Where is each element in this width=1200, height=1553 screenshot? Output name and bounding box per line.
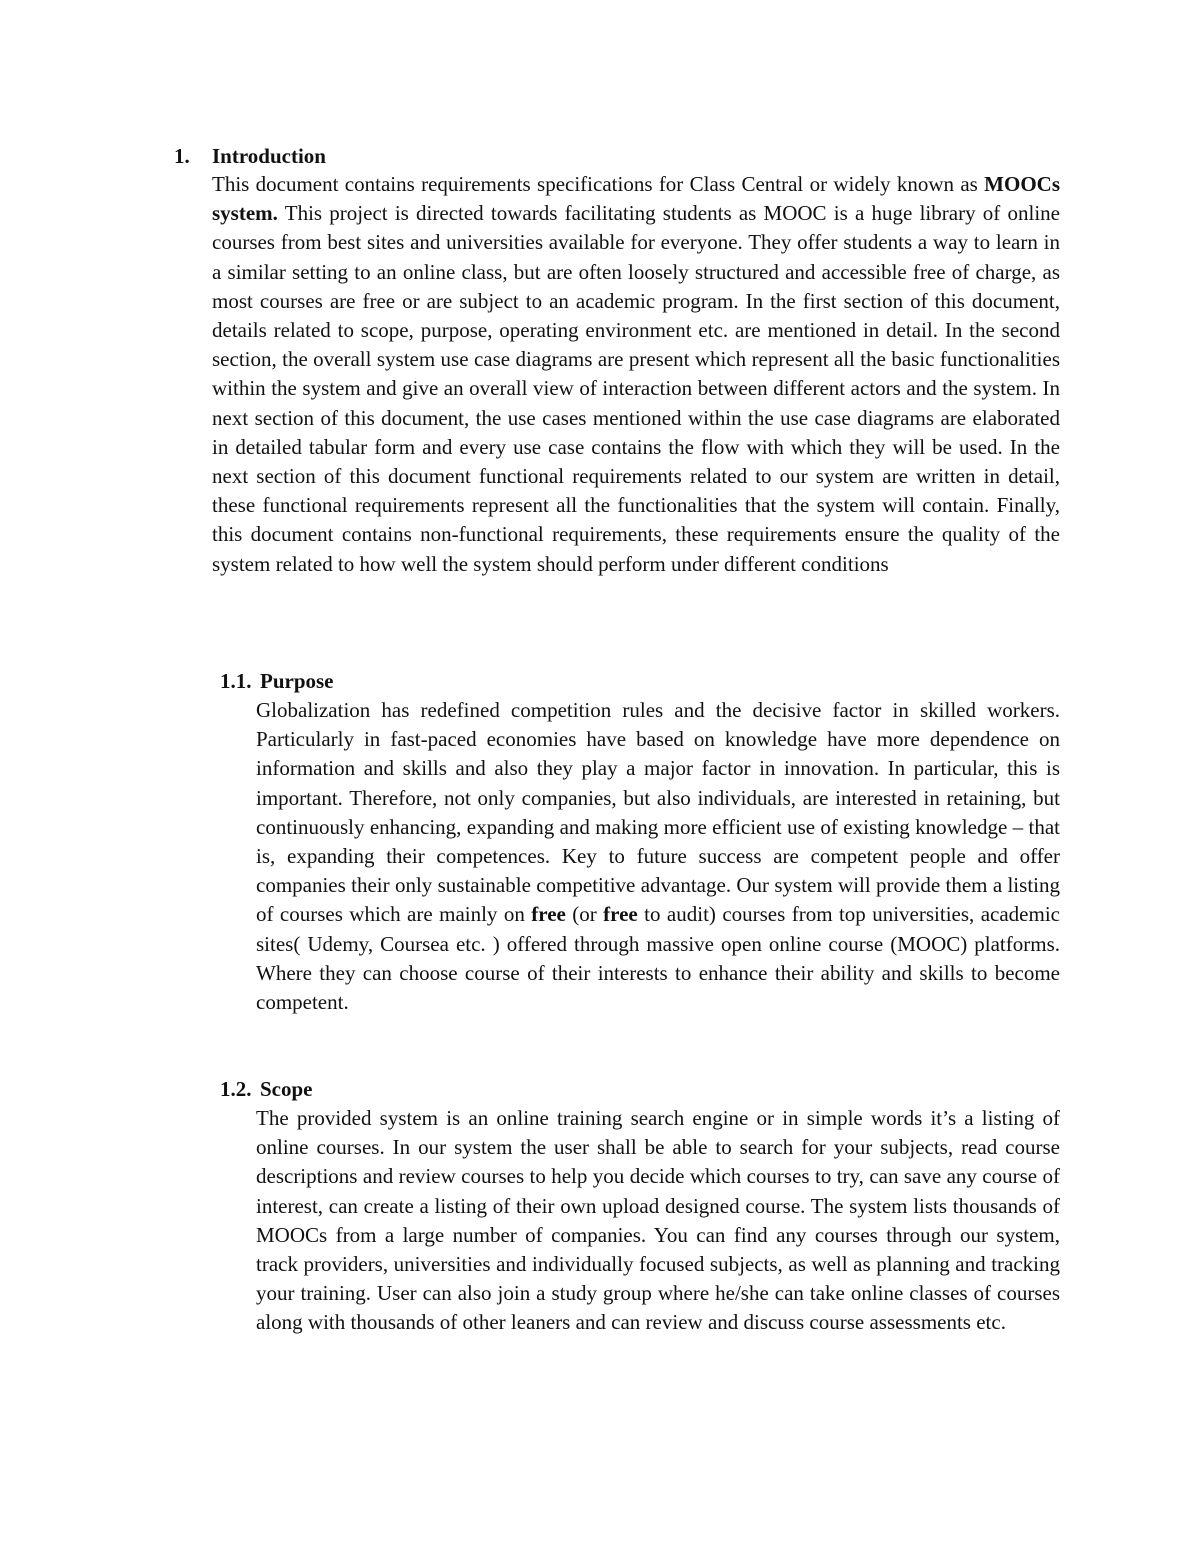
paragraph-text: to audit) courses from top universities, academic sites( Udemy, Coursea etc. ) offered through massive open online course (MOOC) platforms. Where they can choose course of their interests to enhance their ability and skills to become competent.: [256, 902, 1060, 1015]
section-number: 1.: [174, 144, 190, 168]
section-title: Purpose: [260, 669, 334, 693]
section-heading-introduction: [174, 142, 326, 171]
bold-term: free: [603, 902, 638, 927]
section-title: Scope: [260, 1077, 313, 1101]
bold-term: free: [531, 902, 566, 927]
paragraph-text: The provided system is an online training search engine or in simple words it’s a listing of online courses. In our system the user shall be able to search for your subjects, read course descriptions and review courses to help you decide which courses to try, can save any course of interest, can create a listing of their own upload designed course. The system lists thousands of MOOCs from a large number of companies. You can find any courses through our system, track providers, universities and individually focused subjects, as well as planning and tracking your training. User can also join a study group where he/she can take online classes of courses along with thousands of other leaners and can review and discuss course assessments etc.: [256, 1106, 1060, 1335]
paragraph-text: This project is directed towards facilitating students as MOOC is a huge library of online courses from best sites and universities available for everyone. They offer students a way to learn in a similar setting to an online class, but are often loosely structured and accessible free of charge, as most courses are free or are subject to an academic program. In the first section of this document, details related to scope, purpose, operating environment etc. are mentioned in detail. In the second section, the overall system use case diagrams are present which represent all the basic functionalities within the system and give an overall view of interaction between different actors and the system. In next section of this document, the use cases mentioned within the use case diagrams are elaborated in detailed tabular form and every use case contains the flow with which they will be used. In the next section of this document functional requirements related to our system are written in detail, these functional requirements represent all the functionalities that the system will contain. Finally, this document contains non-functional requirements, these requirements ensure the quality of the system related to how well the system should perform under different conditions: [212, 201, 1060, 576]
section-number: 1.2.: [220, 1077, 252, 1101]
section-number: 1.1.: [220, 669, 252, 693]
paragraph-text: (or: [565, 902, 604, 927]
purpose-paragraph: [256, 696, 1060, 1017]
bold-term: MOOCs system.: [212, 172, 1060, 226]
section-heading-purpose: [220, 667, 334, 696]
paragraph-text: This document contains requirements specifications for Class Central or widely known as: [212, 172, 985, 196]
section-title: Introduction: [212, 144, 326, 168]
introduction-paragraph: [212, 170, 1060, 579]
scope-paragraph: [256, 1104, 1060, 1338]
paragraph-text: Globalization has redefined competition rules and the decisive factor in skilled workers. Particularly in fast-paced economies have based on knowledge have more dependence on information and skills and also they play a major factor in innovation. In particular, this is important. Therefore, not only companies, but also individuals, are interested in retaining, but continuously enhancing, expanding and making more efficient use of existing knowledge – that is, expanding their competences. Key to future success are competent people and offer companies their only sustainable competitive advantage. Our system will provide them a listing of courses which are mainly on: [256, 698, 1060, 927]
section-heading-scope: [220, 1075, 313, 1104]
